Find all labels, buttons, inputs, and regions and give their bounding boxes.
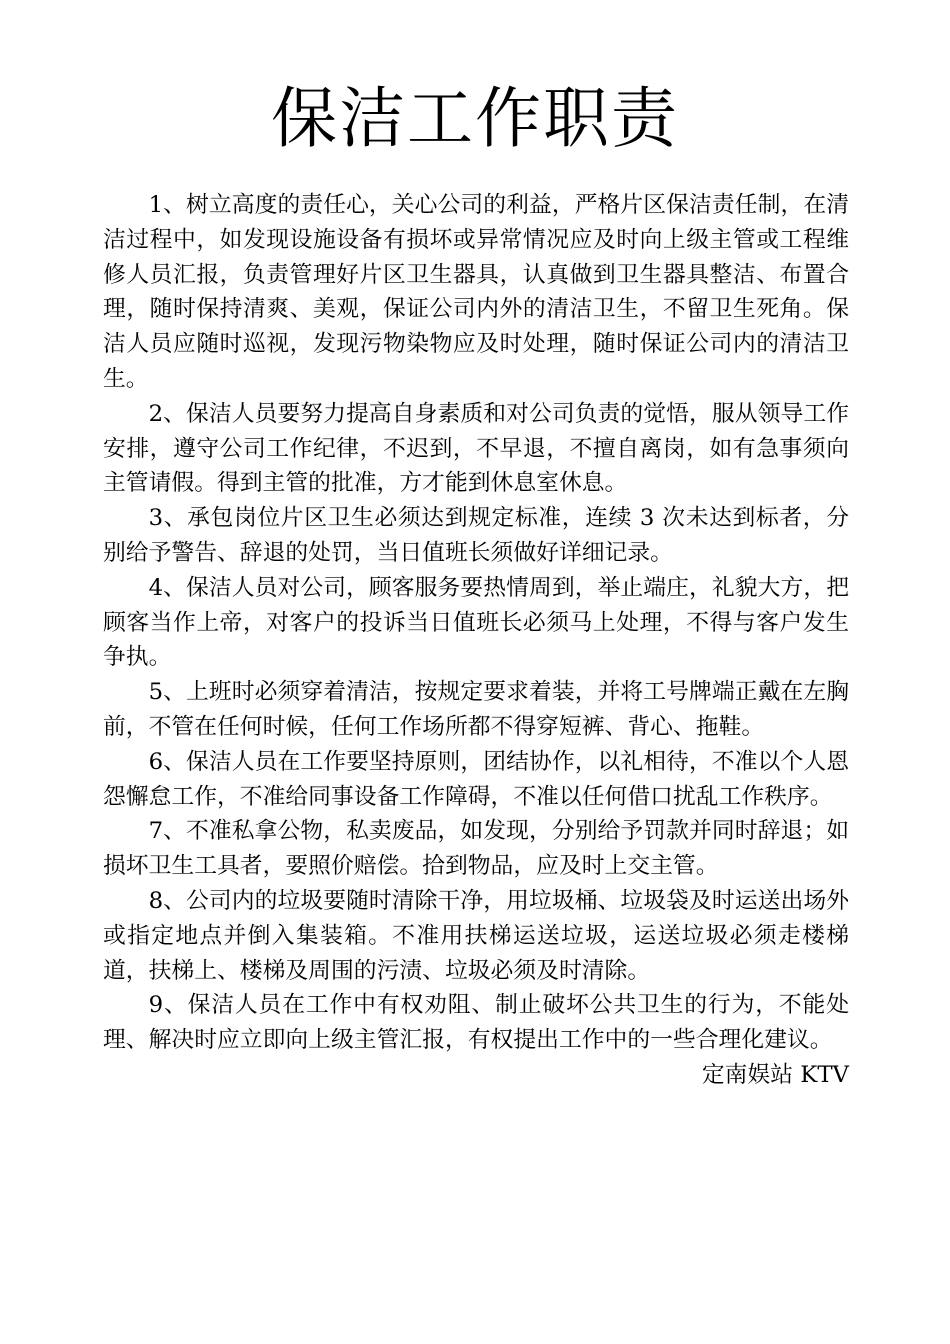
duty-paragraph-4: 4、保洁人员对公司，顾客服务要热情周到，举止端庄，礼貌大方，把顾客当作上帝，对客户的投诉当日值班长必须马上处理，不得与客户发生争执。 xyxy=(103,574,849,671)
document-title: 保洁工作职责 xyxy=(271,80,679,157)
duty-paragraph-7: 7、不准私拿公物，私卖废品，如发现，分别给予罚款并同时辞退；如损坏卫生工具者，要照价赔偿。拾到物品，应及时上交主管。 xyxy=(103,818,849,880)
document-signature: 定南娱站 KTV xyxy=(701,1061,849,1088)
document-body xyxy=(103,188,849,1093)
duty-paragraph-1: 1、树立高度的责任心，关心公司的利益，严格片区保洁责任制，在清洁过程中，如发现设施设备有损坏或异常情况应及时向上级主管或工程维修人员汇报，负责管理好片区卫生器具，认真做到卫生器具整洁、布置合理，随时保持清爽、美观，保证公司内外的清洁卫生，不留卫生死角。保洁人员应随时巡视，发现污物染物应及时处理，随时保证公司内的清洁卫生。 xyxy=(103,192,849,392)
duty-paragraph-2: 2、保洁人员要努力提高自身素质和对公司负责的觉悟，服从领导工作安排，遵守公司工作纪律，不迟到，不早退，不擅自离岗，如有急事须向主管请假。得到主管的批准，方才能到休息室休息。 xyxy=(103,400,849,497)
duty-paragraph-8: 8、公司内的垃圾要随时清除干净，用垃圾桶、垃圾袋及时运送出场外或指定地点并倒入集装箱。不准用扶梯运送垃圾，运送垃圾必须走楼梯道，扶梯上、楼梯及周围的污渍、垃圾必须及时清除。 xyxy=(103,887,849,984)
duty-paragraph-5: 5、上班时必须穿着清洁，按规定要求着装，并将工号牌端正戴在左胸前，不管在任何时候，任何工作场所都不得穿短裤、背心、拖鞋。 xyxy=(103,679,849,740)
duty-paragraph-6: 6、保洁人员在工作要坚持原则，团结协作，以礼相待，不准以个人恩怨懈怠工作，不准给同事设备工作障碍，不准以任何借口扰乱工作秩序。 xyxy=(103,748,849,810)
duty-paragraph-3: 3、承包岗位片区卫生必须达到规定标准，连续 3 次未达到标者，分别给予警告、辞退的处罚，当日值班长须做好详细记录。 xyxy=(103,505,849,566)
duty-paragraph-9: 9、保洁人员在工作中有权劝阻、制止破坏公共卫生的行为，不能处理、解决时应立即向上级主管汇报，有权提出工作中的一些合理化建议。 xyxy=(103,992,849,1054)
